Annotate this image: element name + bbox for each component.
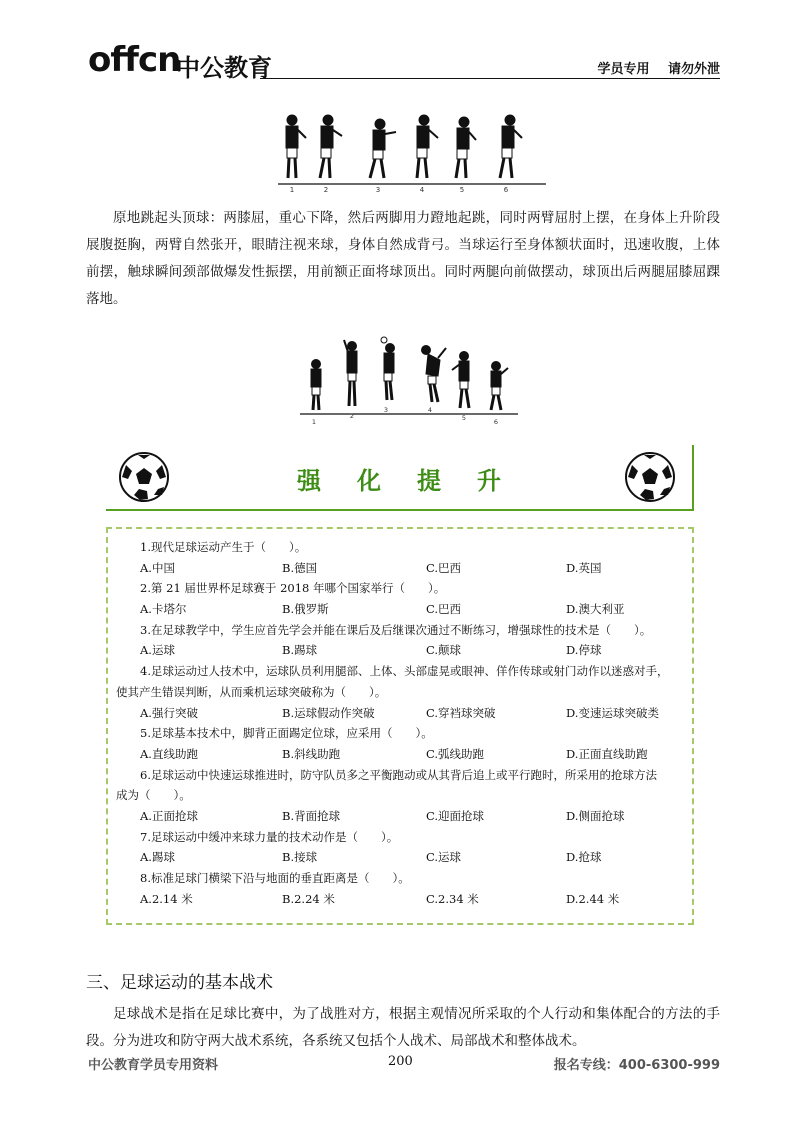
option-c: C.运球	[426, 850, 462, 865]
option-c: C.巴西	[426, 560, 462, 575]
question-6-options	[116, 806, 680, 827]
option-d: D.停球	[566, 643, 602, 658]
option-a: A.强行突破	[140, 705, 198, 720]
header-technique-figure-1	[270, 108, 550, 194]
option-d: D.侧面抢球	[566, 808, 625, 823]
question-6: 6.足球运动中快速运球推进时，防守队员多之平衡跑动或从其背后追上或平行跑时，所采用的抢球方法	[140, 767, 657, 782]
question-2-options	[116, 599, 680, 620]
footer-hotline: 报名专线：400-6300-999	[553, 1058, 720, 1073]
option-d: D.正面直线助跑	[566, 746, 648, 761]
figure2-label: 5	[461, 414, 467, 422]
page-number: 200	[388, 1054, 413, 1069]
option-b: B.背面抢球	[282, 808, 341, 823]
figure1-label: 5	[459, 186, 465, 194]
figure2-label: 2	[349, 412, 355, 420]
header-tag-students: 学员专用	[597, 62, 650, 77]
figure1-label: 2	[323, 186, 329, 194]
option-d: D.英国	[566, 560, 602, 575]
option-d: D.变速运球突破类	[566, 705, 659, 720]
option-a: A.运球	[140, 643, 175, 658]
option-d: D.澳大利亚	[566, 602, 625, 617]
question-5: 5.足球基本技术中，脚背正面踢定位球，应采用（ ）。	[140, 726, 433, 741]
option-d: D.2.44 米	[566, 891, 620, 906]
question-4: 4.足球运动过人技术中，运球队员利用腿部、上体、头部虚晃或眼神、佯作传球或射门动作以迷惑对手，	[140, 664, 669, 679]
footer-source: 中公教育学员专用资料	[88, 1058, 219, 1073]
option-a: A.直线助跑	[140, 746, 198, 761]
option-a: A.2.14 米	[140, 891, 193, 906]
option-b: B.俄罗斯	[282, 602, 329, 617]
brand-logo: offcn	[88, 40, 181, 80]
option-b: B.接球	[282, 850, 318, 865]
option-c: C.弧线助跑	[426, 746, 485, 761]
option-b: B.运球假动作突破	[282, 705, 375, 720]
option-b: B.斜线助跑	[282, 746, 341, 761]
option-a: A.卡塔尔	[140, 602, 187, 617]
figure1-label: 6	[503, 186, 509, 194]
option-b: B.2.24 米	[282, 891, 335, 906]
question-4-options	[116, 703, 680, 724]
option-a: A.中国	[140, 560, 175, 575]
question-5-options	[116, 744, 680, 765]
question-6-continued: 成为（ ）。	[116, 788, 191, 803]
section-heading: 三、足球运动的基本战术	[86, 973, 273, 993]
header-rule	[260, 78, 720, 79]
option-b: B.踢球	[282, 643, 318, 658]
option-a: A.正面抢球	[140, 808, 198, 823]
option-b: B.德国	[282, 560, 318, 575]
header-tags	[583, 58, 720, 77]
header-technique-figure-2	[296, 336, 522, 428]
brand-name: 中公教育	[176, 54, 272, 82]
section-banner	[106, 445, 694, 511]
banner-title: 强化提升	[297, 466, 537, 495]
figure1-label: 1	[289, 186, 295, 194]
option-c: C.穿裆球突破	[426, 705, 496, 720]
question-8: 8.标准足球门横梁下沿与地面的垂直距离是（ ）。	[140, 871, 410, 885]
question-7: 7.足球运动中缓冲来球力量的技术动作是（ ）。	[140, 829, 399, 844]
question-1-options	[116, 558, 680, 579]
option-c: C.巴西	[426, 602, 462, 617]
page-header	[88, 38, 720, 82]
option-a: A.踢球	[140, 850, 175, 865]
option-d: D.抢球	[566, 850, 602, 865]
question-8-options	[116, 889, 680, 910]
option-c: C.颠球	[426, 643, 462, 658]
figure2-label: 3	[383, 406, 389, 414]
technique-description: 原地跳起头顶球：两膝屈，重心下降，然后两脚用力蹬地起跳，同时两臂屈肘上摆，在身体上升阶段展腹挺胸，两臂自然张开，眼睛注视来球，身体自然成背弓。当球运行至身体额状面时，迅速收腹，上体前摆，触球瞬间颈部做爆发性振摆，用前额正面将球顶出。同时两腿向前做摆动，球顶出后两腿屈膝屈踝落地。	[86, 210, 720, 307]
question-3-options	[116, 640, 680, 661]
question-1: 1.现代足球运动产生于（ ）。	[140, 540, 307, 554]
practice-questions	[106, 527, 694, 925]
question-7-options	[116, 847, 680, 868]
question-2: 2.第 21 届世界杯足球赛于 2018 年哪个国家举行（ ）。	[140, 581, 446, 596]
figure1-label: 3	[375, 186, 381, 194]
header-tag-confidential: 请勿外泄	[667, 62, 720, 77]
section-paragraph: 足球战术是指在足球比赛中，为了战胜对方，根据主观情况所采取的个人行动和集体配合的方法的手段。分为进攻和防守两大战术系统，各系统又包括个人战术、局部战术和整体战术。	[86, 1006, 720, 1049]
soccer-ball-icon	[624, 451, 676, 503]
question-3: 3.在足球教学中，学生应首先学会并能在课后及后继课次通过不断练习，增强球性的技术是（ ）。	[140, 622, 652, 637]
figure2-label: 6	[493, 418, 499, 426]
option-c: C.迎面抢球	[426, 808, 485, 823]
question-4-continued: 使其产生错误判断，从而乘机运球突破称为（ ）。	[116, 684, 387, 699]
figure2-label: 1	[311, 418, 317, 426]
figure2-label: 4	[427, 406, 433, 414]
option-c: C.2.34 米	[426, 891, 479, 906]
figure1-label: 4	[419, 186, 425, 194]
